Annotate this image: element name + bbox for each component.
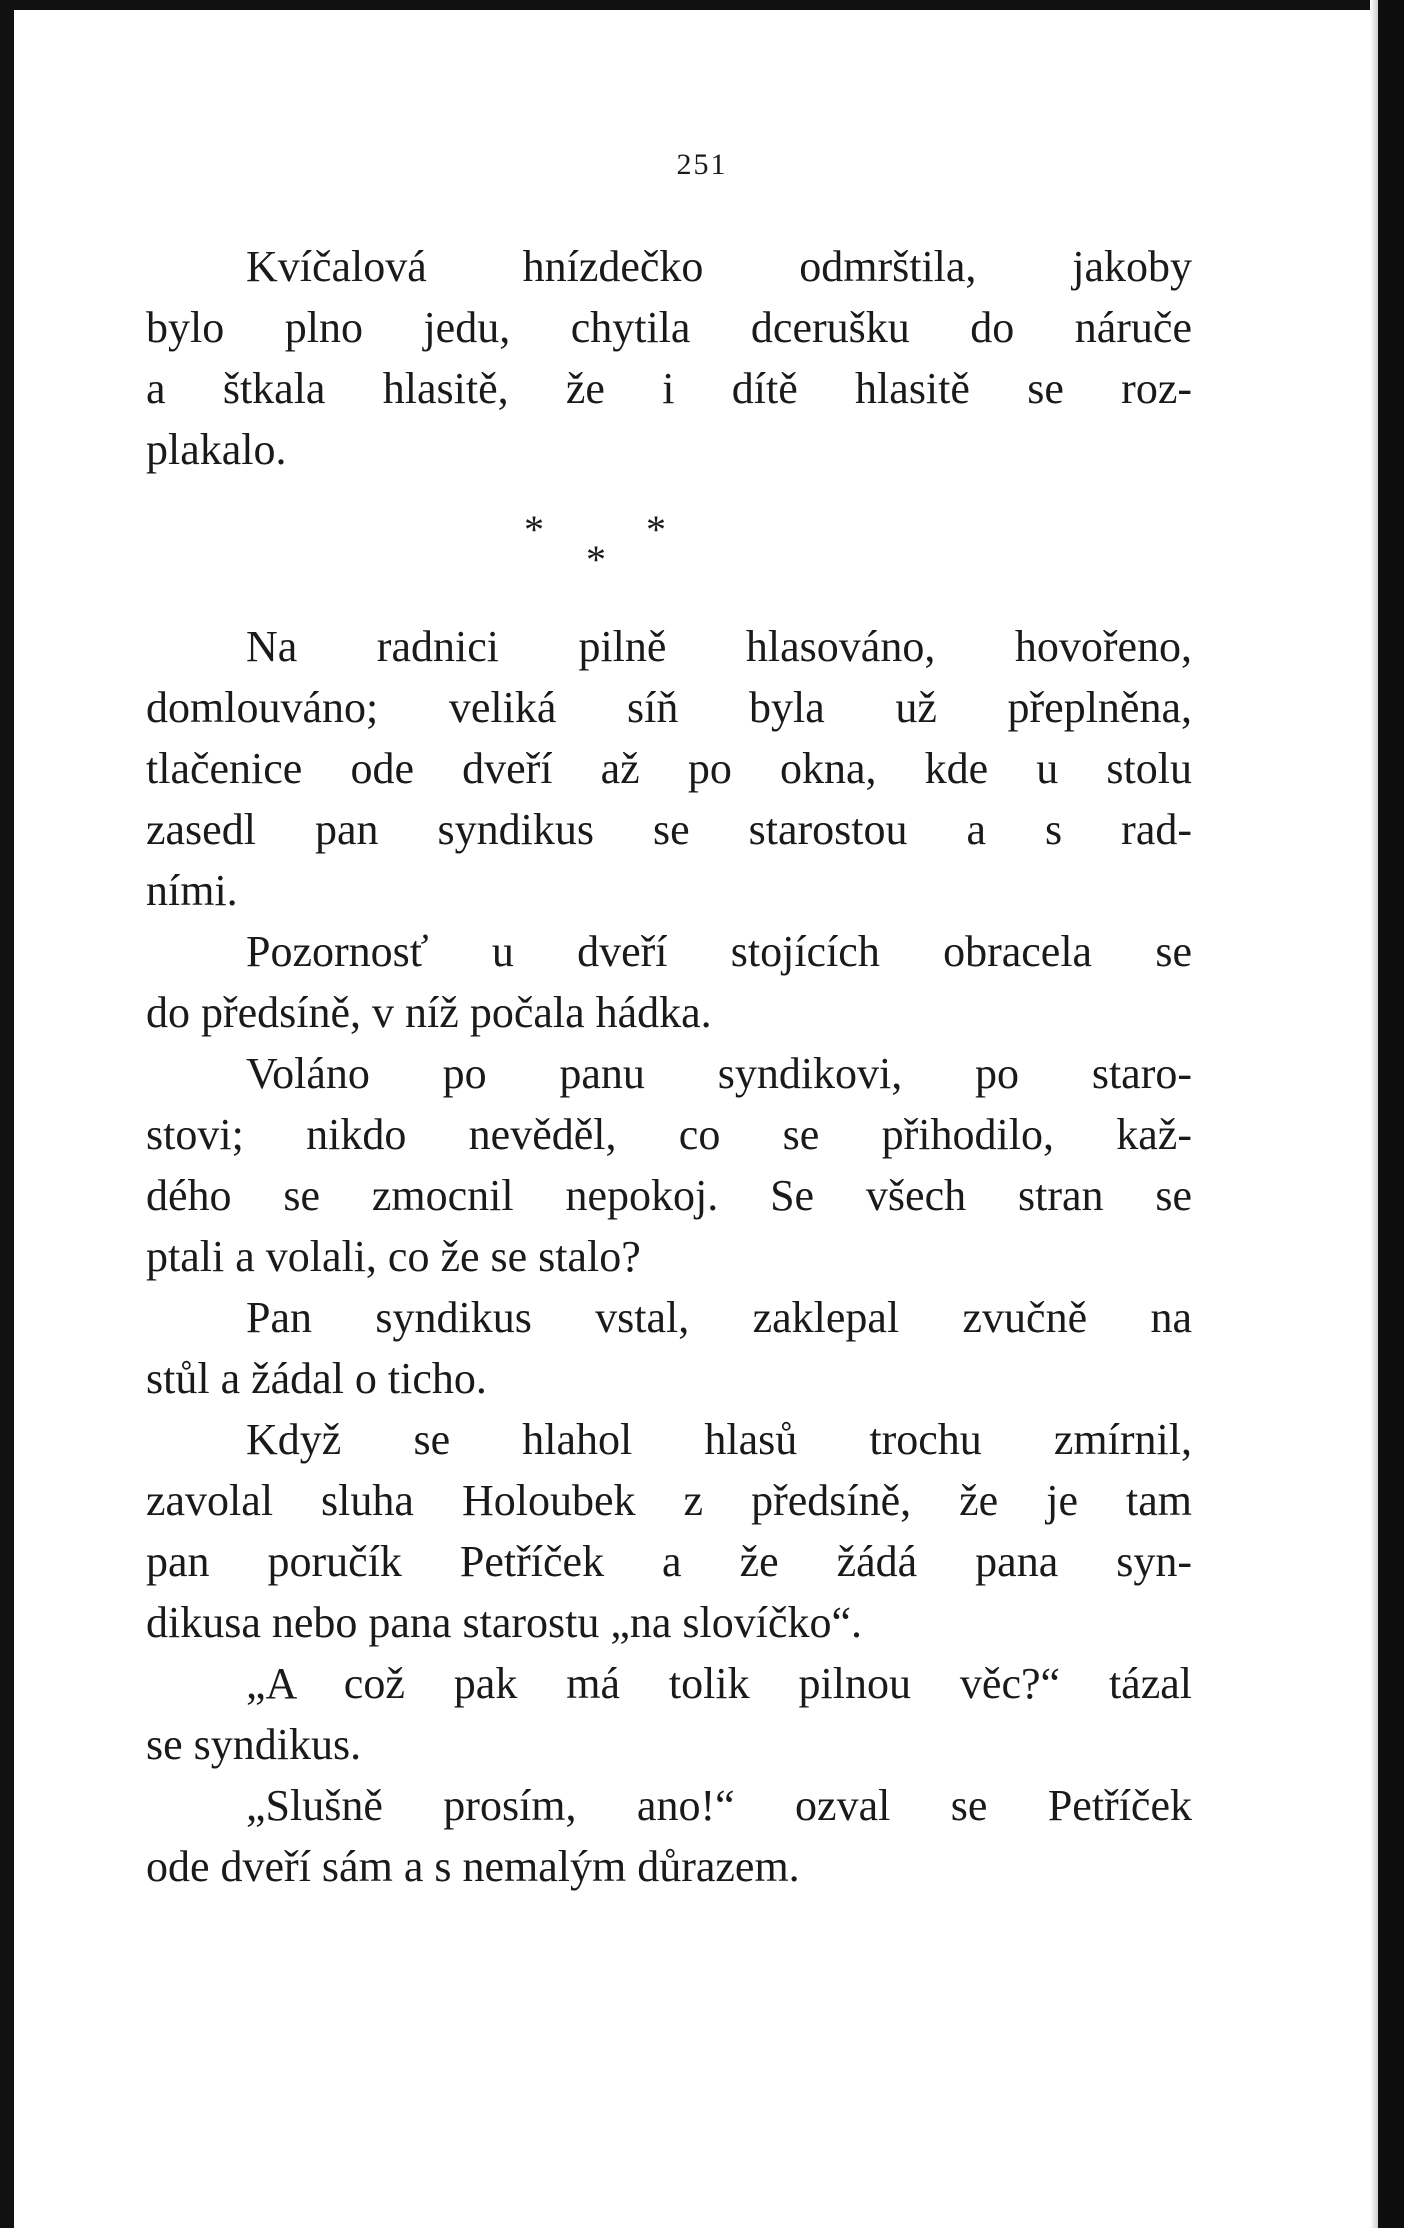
page-number: 251 [676, 148, 728, 181]
text-line: a štkala hlasitě, že i dítě hlasitě se roz- [146, 364, 1192, 413]
text-line: Když se hlahol hlasů trochu zmírnil, [246, 1415, 1192, 1464]
text-line: dikusa nebo pana starostu „na slovíčko“. [146, 1598, 863, 1647]
text-line: pan poručík Petříček a že žádá pana syn- [146, 1537, 1192, 1586]
asterisk: * [646, 507, 666, 552]
paragraph [146, 1775, 1192, 1897]
text-line: ptali a volali, co že se stalo? [146, 1232, 641, 1281]
paragraph [146, 616, 1192, 921]
asterisk: * [524, 507, 544, 552]
page-gutter-shadow [1370, 0, 1378, 2228]
scan-border-top [0, 0, 1404, 10]
text-line: dého se zmocnil nepokoj. Se všech stran se [146, 1171, 1192, 1220]
text-line: tlačenice ode dveří až po okna, kde u stolu [146, 744, 1192, 793]
text-line: bylo plno jedu, chytila dcerušku do náruče [146, 303, 1192, 352]
paragraph [146, 1043, 1192, 1287]
text-line: zasedl pan syndikus se starostou a s rad- [146, 805, 1192, 854]
text-line: se syndikus. [146, 1720, 362, 1769]
scan-border-right [1378, 0, 1404, 2228]
page-body [146, 236, 1192, 1897]
paragraph [146, 1287, 1192, 1409]
text-line: ními. [146, 866, 238, 915]
text-line: stůl a žádal o ticho. [146, 1354, 487, 1403]
paragraph [146, 236, 1192, 480]
text-line: Voláno po panu syndikovi, po staro- [246, 1049, 1192, 1098]
text-line: „A což pak má tolik pilnou věc?“ tázal [246, 1659, 1192, 1708]
text-line: do předsíně, v níž počala hádka. [146, 988, 712, 1037]
asterisk: * [586, 537, 606, 582]
paragraph [146, 1409, 1192, 1653]
text-line: Pan syndikus vstal, zaklepal zvučně na [246, 1293, 1192, 1342]
text-line: „Slušně prosím, ano!“ ozval se Petříček [246, 1781, 1192, 1830]
text-line: Na radnici pilně hlasováno, hovořeno, [246, 622, 1192, 671]
text-line: Pozornosť u dveří stojících obracela se [246, 927, 1192, 976]
scan-border-left [0, 0, 14, 2228]
section-separator [146, 480, 1192, 610]
text-line: ode dveří sám a s nemalým důrazem. [146, 1842, 800, 1891]
text-line: Kvíčalová hnízdečko odmrštila, jakoby [246, 242, 1192, 291]
text-line: zavolal sluha Holoubek z předsíně, že je tam [146, 1476, 1192, 1525]
paragraph [146, 921, 1192, 1043]
text-line: stovi; nikdo nevěděl, co se přihodilo, kaž- [146, 1110, 1192, 1159]
text-line: domlouváno; veliká síň byla už přeplněna, [146, 683, 1192, 732]
paragraph [146, 1653, 1192, 1775]
text-line: plakalo. [146, 425, 287, 474]
